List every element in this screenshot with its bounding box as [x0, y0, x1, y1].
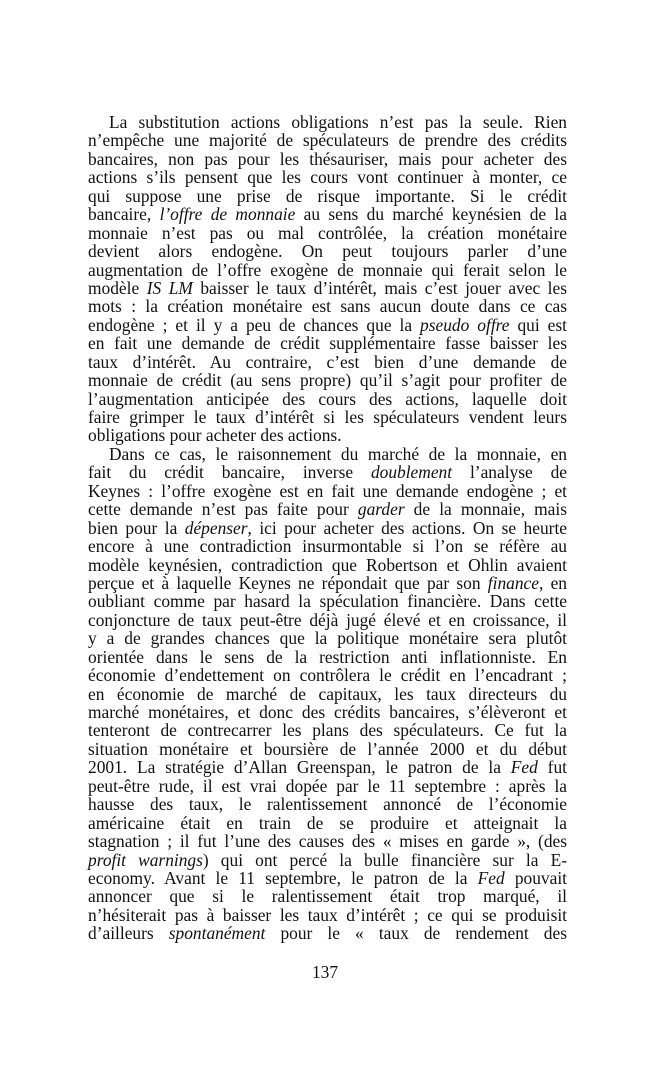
text-segment: endogène ; et il y a peu de chances que la: [88, 314, 421, 335]
text-segment: l’analyse de: [452, 462, 567, 483]
text-line: [88, 685, 567, 703]
text-segment: pour le « taux de rendement des: [265, 923, 567, 944]
text-segment: oubliant comme par hasard la spéculation financière. Dans cette: [88, 591, 567, 612]
text-segment: encore à une contradiction insurmontable si l’on se réfère au: [88, 536, 567, 557]
text-segment: augmentation de l’offre exogène de monnaie qui ferait selon le: [88, 259, 567, 280]
text-line: [88, 353, 567, 371]
text-line: [88, 205, 567, 223]
text-segment: hausse des taux, le ralentissement annoncé de l’économie: [88, 794, 567, 815]
text-line: [88, 592, 567, 610]
text-line: [88, 390, 567, 408]
text-line: [88, 297, 567, 315]
italic-text: garder: [357, 499, 405, 520]
text-segment: actions s’ils pensent que les cours vont continuer à monter, ce: [88, 167, 567, 188]
text-segment: obligations pour acheter des actions.: [88, 425, 342, 446]
text-line: [88, 887, 567, 905]
italic-text: doublement: [370, 462, 453, 483]
text-line: [88, 832, 567, 850]
text-line: [88, 537, 567, 555]
text-segment: en fait une demande de crédit supplémentaire fasse baisser les: [88, 333, 567, 354]
text-line: [88, 187, 567, 205]
italic-text: l’offre de monnaie: [159, 204, 296, 225]
text-segment: perçue et à laquelle Keynes ne répondait que par son: [88, 572, 488, 593]
text-line: [88, 168, 567, 186]
text-line: [88, 703, 567, 721]
text-segment: au sens du marché keynésien de la: [295, 204, 567, 225]
text-line: [88, 795, 567, 813]
text-segment: qui suppose une prise de risque importante. Si le crédit: [88, 185, 567, 206]
italic-text: Fed: [510, 757, 538, 778]
text-segment: 2001. La stratégie d’Allan Greenspan, le patron de la: [88, 757, 511, 778]
text-segment: fut: [537, 757, 567, 778]
text-line: [88, 224, 567, 242]
text-line: [88, 334, 567, 352]
text-segment: bancaire,: [88, 204, 160, 225]
text-segment: l’augmentation anticipée des cours des actions, laquelle doit: [88, 388, 567, 409]
text-line: [88, 851, 567, 869]
text-line: [88, 519, 567, 537]
text-line: [88, 721, 567, 739]
text-line: [88, 574, 567, 592]
text-segment: La substitution actions obligations n’est pas la seule. Rien: [109, 112, 567, 132]
text-segment: ) qui ont percé la bulle financière sur la E-: [202, 849, 567, 870]
italic-text: Fed: [477, 867, 505, 888]
text-segment: bien pour la: [88, 517, 185, 538]
text-segment: taux d’intérêt. Au contraire, c’est bien d’une demande de: [88, 351, 567, 372]
text-segment: , en: [538, 572, 567, 593]
text-segment: pouvait: [504, 867, 567, 888]
text-line: [88, 814, 567, 832]
text-segment: américaine était en train de se produire et atteignait la: [88, 812, 567, 833]
text-line: [88, 611, 567, 629]
text-segment: qui est: [509, 314, 567, 335]
text-segment: faire grimper le taux d’intérêt si les spéculateurs vendent leurs: [88, 407, 567, 427]
text-line: [88, 777, 567, 795]
text-segment: y a de grandes chances que la politique monétaire sera plutôt: [88, 628, 567, 649]
text-line: [88, 371, 567, 389]
text-line: [88, 131, 567, 149]
text-segment: de la monnaie, mais: [404, 499, 567, 520]
text-segment: d’ailleurs: [88, 923, 169, 944]
italic-text: finance: [487, 572, 539, 593]
text-segment: , ici pour acheter des actions. On se heurte: [247, 517, 567, 538]
text-segment: annoncer que si le ralentissement était trop marqué, il: [88, 886, 567, 907]
text-line: [88, 426, 567, 444]
text-segment: conjoncture de taux peut-être déjà jugé élevé et en croissance, il: [88, 609, 567, 630]
body-text: [88, 113, 567, 943]
italic-text: dépenser: [184, 517, 248, 538]
text-line: [88, 482, 567, 500]
text-segment: Dans ce cas, le raisonnement du marché de la monnaie, en: [109, 443, 567, 464]
text-segment: orientée dans le sens de la restriction anti inflationniste. En: [88, 646, 567, 667]
italic-text: IS LM: [146, 277, 193, 298]
text-segment: en économie de marché de capitaux, les taux directeurs du: [88, 683, 567, 704]
text-line: [88, 463, 567, 481]
text-segment: modèle keynésien, contradiction que Robertson et Ohlin avaient: [88, 554, 567, 575]
text-segment: modèle: [88, 277, 147, 298]
text-segment: stagnation ; il fut l’une des causes des « mises en garde », (des: [88, 831, 567, 852]
text-line: [88, 629, 567, 647]
text-segment: economy. Avant le 11 septembre, le patron de la: [88, 867, 478, 888]
text-segment: baisser le taux d’intérêt, mais c’est jouer avec les: [192, 277, 567, 298]
italic-text: profit warnings: [88, 849, 203, 870]
text-line: [88, 869, 567, 887]
italic-text: spontanément: [168, 923, 266, 944]
text-segment: bancaires, non pas pour les thésauriser, mais pour acheter des: [88, 148, 567, 169]
text-segment: n’hésiterait pas à baisser les taux d’intérêt ; ce qui se produisit: [88, 904, 567, 925]
text-segment: Keynes : l’offre exogène est en fait une demande endogène ; et: [88, 480, 567, 501]
text-segment: économie d’endettement on contrôlera le crédit en l’encadrant ;: [88, 665, 567, 686]
text-line: [88, 408, 567, 426]
text-line: [88, 261, 567, 279]
text-line: [88, 666, 567, 684]
text-segment: monnaie n’est pas ou mal contrôlée, la création monétaire: [88, 222, 567, 243]
text-line: [88, 113, 567, 131]
text-line: [88, 740, 567, 758]
text-segment: mots : la création monétaire est sans aucun doute dans ce cas: [88, 296, 567, 317]
text-segment: n’empêche une majorité de spéculateurs de prendre des crédits: [88, 130, 567, 151]
text-line: [88, 924, 567, 942]
text-line: [88, 445, 567, 463]
text-segment: tenteront de contrecarrer les plans des spéculateurs. Ce fut la: [88, 720, 567, 741]
text-segment: devient alors endogène. On peut toujours parler d’une: [88, 241, 567, 262]
page-number: 137: [311, 962, 339, 982]
text-line: [88, 758, 567, 776]
text-line: [88, 906, 567, 924]
text-segment: fait du crédit bancaire, inverse: [88, 462, 371, 483]
text-segment: monnaie de crédit (au sens propre) qu’il s’agit pour profiter de: [88, 370, 567, 391]
text-segment: situation monétaire et boursière de l’année 2000 et du début: [88, 738, 567, 759]
text-line: [88, 648, 567, 666]
text-line: [88, 500, 567, 518]
text-segment: peut-être rude, il est vrai dopée par le 11 septembre : après la: [88, 775, 567, 796]
text-line: [88, 316, 567, 334]
text-line: [88, 556, 567, 574]
text-segment: marché monétaires, et donc des crédits bancaires, s’élèveront et: [88, 702, 567, 722]
text-line: [88, 242, 567, 260]
italic-text: pseudo offre: [420, 314, 510, 335]
text-segment: cette demande n’est pas faite pour: [88, 499, 358, 520]
text-line: [88, 150, 567, 168]
text-line: [88, 279, 567, 297]
